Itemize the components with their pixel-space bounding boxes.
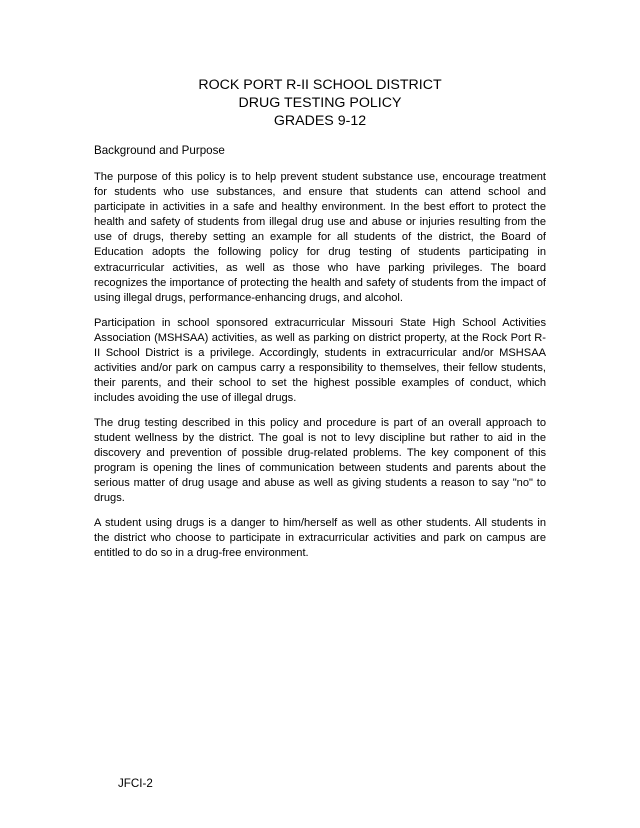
title-line-district: ROCK PORT R-II SCHOOL DISTRICT [198,77,442,93]
title-line-grades: GRADES 9-12 [273,113,367,129]
document-title [0,76,640,130]
paragraph-participation: Participation in school sponsored extracurricular Missouri State High School Activities Association (MSHSAA) activities, as well as parking on district property, at the Rock Port R-II School District is a privilege. Accordingly, students in extracurricular and/or MSHSAA activities and/or park on campus carry a responsibility to themselves, their fellow students, their parents, and their school to set the highest possible examples of conduct, which includes avoiding the use of illegal drugs. [94,317,546,405]
footer-policy-code: JFCI-2 [118,777,153,790]
paragraph-purpose: The purpose of this policy is to help prevent student substance use, encourage treatment for students who use substances, and ensure that students can attend school and participate in activities in a safe and healthy environment. In the best effort to protect the health and safety of students from illegal drug use and abuse or injuries resulting from the use of drugs, thereby setting an example for all students of the district, the Board of Education adopts the following policy for drug testing of students participating in extracurricular activities, as well as those who have parking privileges. The board recognizes the importance of protecting the health and safety of students from the impact of using illegal drugs, performance-enhancing drugs, and alcohol. [94,171,546,304]
section-heading: Background and Purpose [94,144,225,157]
title-line-policy: DRUG TESTING POLICY [238,95,402,111]
paragraph-drug-testing: The drug testing described in this policy and procedure is part of an overall approach to student wellness by the district. The goal is not to levy discipline but rather to aid in the discovery and prevention of possible drug-related problems. The key component of this program is opening the lines of communication between students and parents about the serious matter of drug usage and abuse as well as giving students a reason to say "no" to drugs. [94,417,546,505]
paragraph-drug-free: A student using drugs is a danger to him/herself as well as other students. All students in the district who choose to participate in extracurricular activities and park on campus are entitled to do so in a drug-free environment. [94,517,546,560]
